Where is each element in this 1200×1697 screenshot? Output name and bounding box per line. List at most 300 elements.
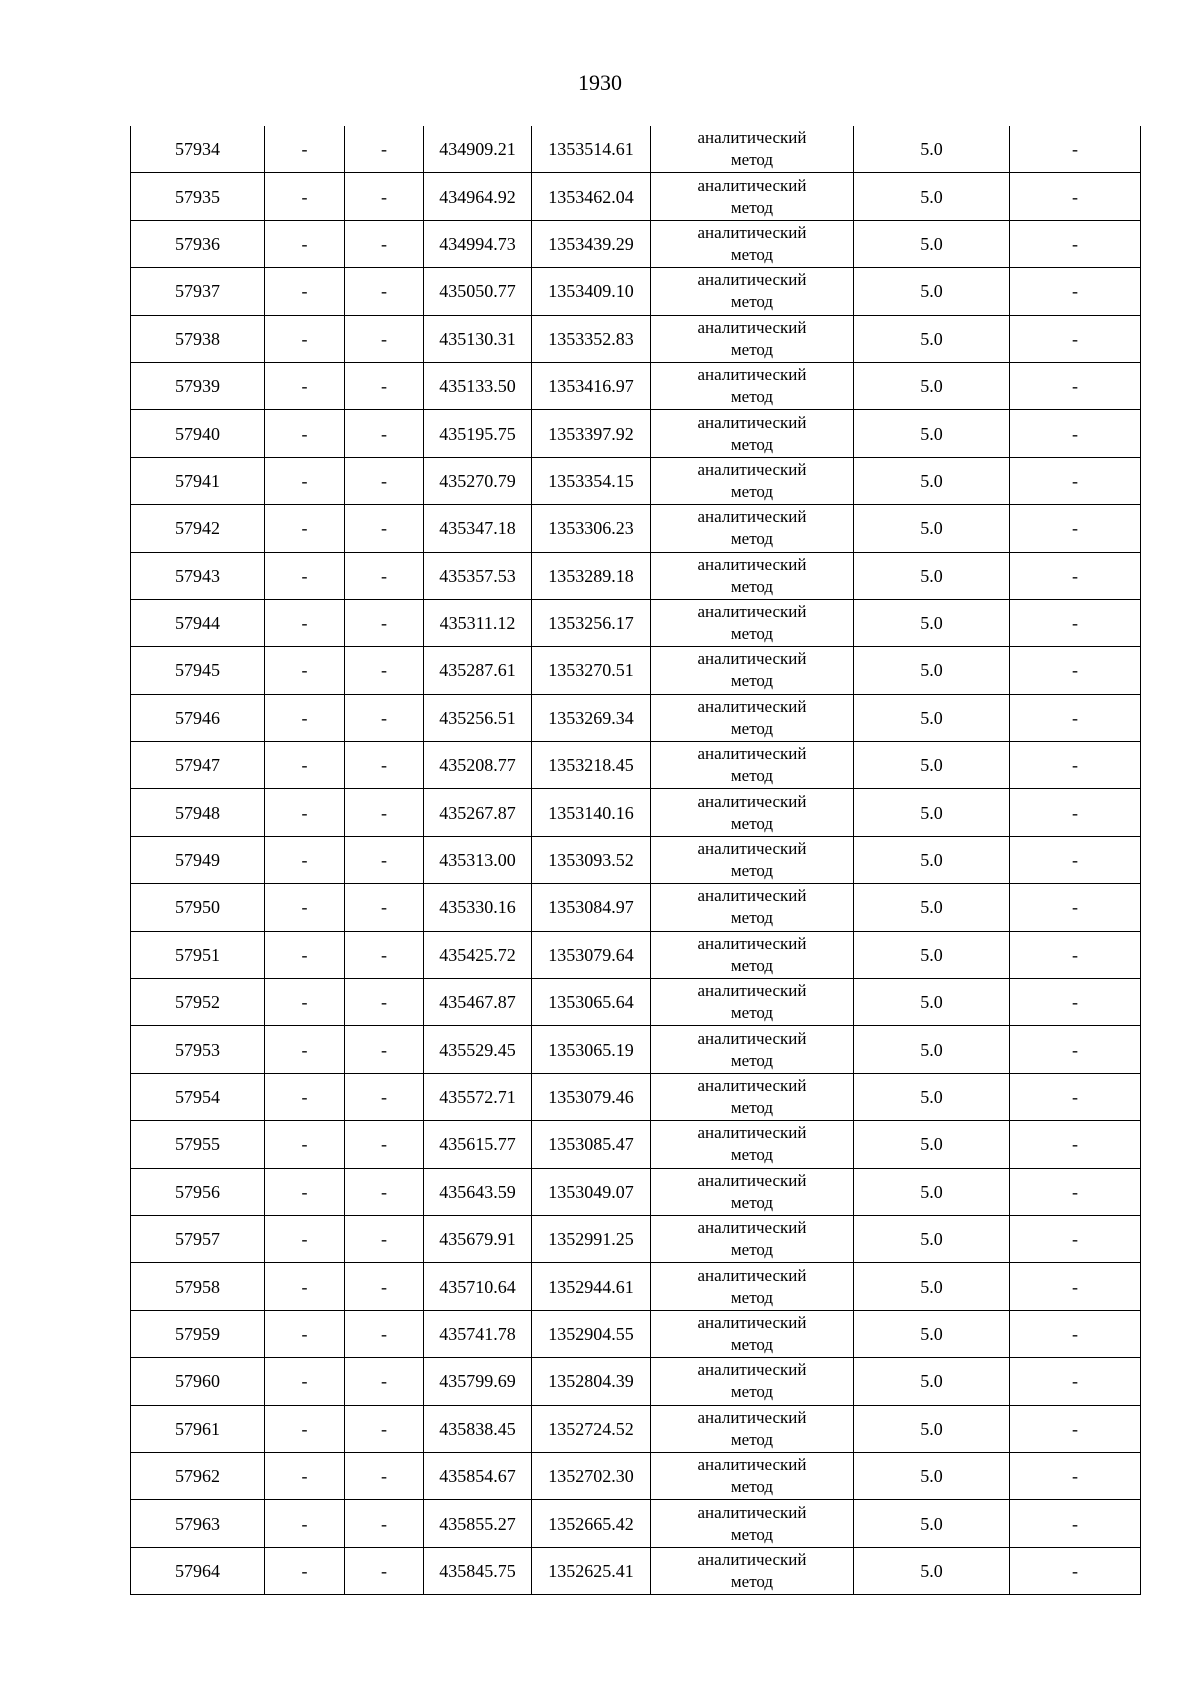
- empty-value-cell: -: [1010, 362, 1141, 409]
- point-number-cell: 57948: [131, 789, 265, 836]
- x-coordinate-cell: 435347.18: [424, 505, 532, 552]
- y-coordinate-cell: 1353093.52: [532, 836, 651, 883]
- method-line-2: метод: [730, 576, 774, 596]
- method-line-2: метод: [730, 1524, 774, 1544]
- method-line-2: метод: [730, 1192, 774, 1212]
- method-line-2: метод: [730, 1287, 774, 1307]
- y-coordinate-cell: 1352904.55: [532, 1310, 651, 1357]
- table-row: [131, 1121, 1141, 1168]
- empty-value-cell: -: [1010, 1547, 1141, 1594]
- method-line-2: метод: [730, 624, 774, 644]
- empty-value-cell: -: [265, 362, 345, 409]
- y-coordinate-cell: 1353409.10: [532, 268, 651, 315]
- y-coordinate-cell: 1353306.23: [532, 505, 651, 552]
- accuracy-cell: 5.0: [854, 552, 1010, 599]
- empty-value-cell: -: [1010, 1121, 1141, 1168]
- accuracy-cell: 5.0: [854, 1215, 1010, 1262]
- empty-value-cell: -: [345, 694, 424, 741]
- empty-value-cell: -: [345, 647, 424, 694]
- empty-value-cell: -: [345, 315, 424, 362]
- method-line-1: аналитический: [697, 175, 807, 195]
- x-coordinate-cell: 435050.77: [424, 268, 532, 315]
- method-cell: [651, 173, 854, 220]
- table-row: [131, 1263, 1141, 1310]
- method-line-2: метод: [730, 150, 774, 170]
- empty-value-cell: -: [345, 1121, 424, 1168]
- y-coordinate-cell: 1352665.42: [532, 1500, 651, 1547]
- empty-value-cell: -: [1010, 1500, 1141, 1547]
- method-cell: [651, 979, 854, 1026]
- table-row: [131, 599, 1141, 646]
- method-line-2: метод: [730, 1571, 774, 1591]
- empty-value-cell: -: [265, 1310, 345, 1357]
- empty-value-cell: -: [1010, 694, 1141, 741]
- empty-value-cell: -: [345, 1452, 424, 1499]
- method-cell: [651, 836, 854, 883]
- point-number-cell: 57956: [131, 1168, 265, 1215]
- empty-value-cell: -: [1010, 1263, 1141, 1310]
- empty-value-cell: -: [265, 126, 345, 173]
- method-line-1: аналитический: [697, 1028, 807, 1048]
- method-line-1: аналитический: [697, 1455, 807, 1475]
- method-line-2: метод: [730, 1334, 774, 1354]
- x-coordinate-cell: 435710.64: [424, 1263, 532, 1310]
- y-coordinate-cell: 1353218.45: [532, 742, 651, 789]
- y-coordinate-cell: 1353079.46: [532, 1073, 651, 1120]
- empty-value-cell: -: [1010, 1215, 1141, 1262]
- empty-value-cell: -: [345, 836, 424, 883]
- point-number-cell: 57959: [131, 1310, 265, 1357]
- method-line-1: аналитический: [697, 791, 807, 811]
- table-row: [131, 505, 1141, 552]
- table-row: [131, 410, 1141, 457]
- method-line-1: аналитический: [697, 649, 807, 669]
- y-coordinate-cell: 1352991.25: [532, 1215, 651, 1262]
- empty-value-cell: -: [1010, 1452, 1141, 1499]
- point-number-cell: 57958: [131, 1263, 265, 1310]
- method-line-1: аналитический: [697, 839, 807, 859]
- method-line-2: метод: [730, 529, 774, 549]
- point-number-cell: 57954: [131, 1073, 265, 1120]
- empty-value-cell: -: [1010, 268, 1141, 315]
- accuracy-cell: 5.0: [854, 694, 1010, 741]
- method-line-2: метод: [730, 861, 774, 881]
- empty-value-cell: -: [1010, 742, 1141, 789]
- method-cell: [651, 647, 854, 694]
- table-body: [131, 126, 1141, 1595]
- x-coordinate-cell: 435130.31: [424, 315, 532, 362]
- empty-value-cell: -: [345, 1500, 424, 1547]
- method-cell: [651, 789, 854, 836]
- empty-value-cell: -: [345, 742, 424, 789]
- table-row: [131, 126, 1141, 173]
- method-line-1: аналитический: [697, 317, 807, 337]
- y-coordinate-cell: 1352944.61: [532, 1263, 651, 1310]
- point-number-cell: 57940: [131, 410, 265, 457]
- empty-value-cell: -: [345, 362, 424, 409]
- point-number-cell: 57942: [131, 505, 265, 552]
- accuracy-cell: 5.0: [854, 268, 1010, 315]
- empty-value-cell: -: [265, 1358, 345, 1405]
- point-number-cell: 57946: [131, 694, 265, 741]
- x-coordinate-cell: 435357.53: [424, 552, 532, 599]
- y-coordinate-cell: 1353256.17: [532, 599, 651, 646]
- method-line-1: аналитический: [697, 412, 807, 432]
- point-number-cell: 57950: [131, 884, 265, 931]
- accuracy-cell: 5.0: [854, 410, 1010, 457]
- method-cell: [651, 742, 854, 789]
- method-cell: [651, 1405, 854, 1452]
- y-coordinate-cell: 1353085.47: [532, 1121, 651, 1168]
- x-coordinate-cell: 435799.69: [424, 1358, 532, 1405]
- empty-value-cell: -: [265, 173, 345, 220]
- accuracy-cell: 5.0: [854, 1168, 1010, 1215]
- x-coordinate-cell: 435311.12: [424, 599, 532, 646]
- method-cell: [651, 1026, 854, 1073]
- x-coordinate-cell: 434964.92: [424, 173, 532, 220]
- method-cell: [651, 694, 854, 741]
- point-number-cell: 57957: [131, 1215, 265, 1262]
- x-coordinate-cell: 435208.77: [424, 742, 532, 789]
- method-line-1: аналитический: [697, 459, 807, 479]
- table-row: [131, 315, 1141, 362]
- x-coordinate-cell: 435313.00: [424, 836, 532, 883]
- empty-value-cell: -: [345, 220, 424, 267]
- accuracy-cell: 5.0: [854, 173, 1010, 220]
- accuracy-cell: 5.0: [854, 1073, 1010, 1120]
- method-line-1: аналитический: [697, 365, 807, 385]
- empty-value-cell: -: [345, 1358, 424, 1405]
- x-coordinate-cell: 435838.45: [424, 1405, 532, 1452]
- empty-value-cell: -: [265, 599, 345, 646]
- method-line-2: метод: [730, 813, 774, 833]
- y-coordinate-cell: 1353140.16: [532, 789, 651, 836]
- empty-value-cell: -: [345, 173, 424, 220]
- method-cell: [651, 1500, 854, 1547]
- empty-value-cell: -: [345, 505, 424, 552]
- y-coordinate-cell: 1353269.34: [532, 694, 651, 741]
- y-coordinate-cell: 1353065.19: [532, 1026, 651, 1073]
- empty-value-cell: -: [1010, 1168, 1141, 1215]
- point-number-cell: 57964: [131, 1547, 265, 1594]
- table-row: [131, 647, 1141, 694]
- empty-value-cell: -: [345, 552, 424, 599]
- empty-value-cell: -: [1010, 505, 1141, 552]
- empty-value-cell: -: [265, 1547, 345, 1594]
- accuracy-cell: 5.0: [854, 1121, 1010, 1168]
- method-line-2: метод: [730, 766, 774, 786]
- table-row: [131, 884, 1141, 931]
- method-line-1: аналитический: [697, 1076, 807, 1095]
- point-number-cell: 57952: [131, 979, 265, 1026]
- empty-value-cell: -: [265, 410, 345, 457]
- x-coordinate-cell: 435270.79: [424, 457, 532, 504]
- coordinates-table: [130, 126, 1141, 1595]
- method-cell: [651, 884, 854, 931]
- table-row: [131, 742, 1141, 789]
- x-coordinate-cell: 435572.71: [424, 1073, 532, 1120]
- table-row: [131, 1358, 1141, 1405]
- point-number-cell: 57949: [131, 836, 265, 883]
- table-row: [131, 694, 1141, 741]
- y-coordinate-cell: 1353354.15: [532, 457, 651, 504]
- table-row: [131, 1452, 1141, 1499]
- accuracy-cell: 5.0: [854, 1452, 1010, 1499]
- point-number-cell: 57955: [131, 1121, 265, 1168]
- empty-value-cell: -: [265, 742, 345, 789]
- table-row: [131, 552, 1141, 599]
- method-line-1: аналитический: [697, 981, 807, 1001]
- x-coordinate-cell: 435256.51: [424, 694, 532, 741]
- table-row: [131, 1215, 1141, 1262]
- point-number-cell: 57951: [131, 931, 265, 978]
- method-line-1: аналитический: [697, 933, 807, 953]
- y-coordinate-cell: 1352804.39: [532, 1358, 651, 1405]
- empty-value-cell: -: [265, 505, 345, 552]
- method-cell: [651, 268, 854, 315]
- method-cell: [651, 315, 854, 362]
- accuracy-cell: 5.0: [854, 1310, 1010, 1357]
- x-coordinate-cell: 435854.67: [424, 1452, 532, 1499]
- x-coordinate-cell: 435330.16: [424, 884, 532, 931]
- point-number-cell: 57945: [131, 647, 265, 694]
- empty-value-cell: -: [1010, 1405, 1141, 1452]
- empty-value-cell: -: [265, 979, 345, 1026]
- empty-value-cell: -: [265, 1405, 345, 1452]
- x-coordinate-cell: 434909.21: [424, 126, 532, 173]
- method-cell: [651, 1215, 854, 1262]
- accuracy-cell: 5.0: [854, 647, 1010, 694]
- method-cell: [651, 410, 854, 457]
- method-line-2: метод: [730, 1477, 774, 1497]
- method-line-2: метод: [730, 387, 774, 407]
- y-coordinate-cell: 1352702.30: [532, 1452, 651, 1499]
- y-coordinate-cell: 1353065.64: [532, 979, 651, 1026]
- y-coordinate-cell: 1352625.41: [532, 1547, 651, 1594]
- y-coordinate-cell: 1353079.64: [532, 931, 651, 978]
- accuracy-cell: 5.0: [854, 884, 1010, 931]
- accuracy-cell: 5.0: [854, 789, 1010, 836]
- method-line-2: метод: [730, 908, 774, 928]
- empty-value-cell: -: [345, 979, 424, 1026]
- empty-value-cell: -: [265, 647, 345, 694]
- empty-value-cell: -: [265, 884, 345, 931]
- empty-value-cell: -: [345, 1263, 424, 1310]
- y-coordinate-cell: 1353289.18: [532, 552, 651, 599]
- accuracy-cell: 5.0: [854, 1358, 1010, 1405]
- method-cell: [651, 362, 854, 409]
- accuracy-cell: 5.0: [854, 742, 1010, 789]
- empty-value-cell: -: [265, 1263, 345, 1310]
- empty-value-cell: -: [265, 268, 345, 315]
- x-coordinate-cell: 435679.91: [424, 1215, 532, 1262]
- method-line-2: метод: [730, 1050, 774, 1070]
- accuracy-cell: 5.0: [854, 1500, 1010, 1547]
- method-cell: [651, 505, 854, 552]
- method-line-2: метод: [730, 1429, 774, 1449]
- y-coordinate-cell: 1353270.51: [532, 647, 651, 694]
- empty-value-cell: -: [1010, 979, 1141, 1026]
- table-row: [131, 1547, 1141, 1594]
- empty-value-cell: -: [1010, 220, 1141, 267]
- empty-value-cell: -: [265, 789, 345, 836]
- method-line-1: аналитический: [697, 222, 807, 242]
- empty-value-cell: -: [1010, 931, 1141, 978]
- empty-value-cell: -: [1010, 599, 1141, 646]
- table-row: [131, 268, 1141, 315]
- x-coordinate-cell: 435267.87: [424, 789, 532, 836]
- accuracy-cell: 5.0: [854, 1547, 1010, 1594]
- method-cell: [651, 1547, 854, 1594]
- x-coordinate-cell: 435287.61: [424, 647, 532, 694]
- table-row: [131, 457, 1141, 504]
- y-coordinate-cell: 1352724.52: [532, 1405, 651, 1452]
- empty-value-cell: -: [1010, 410, 1141, 457]
- accuracy-cell: 5.0: [854, 1026, 1010, 1073]
- accuracy-cell: 5.0: [854, 457, 1010, 504]
- accuracy-cell: 5.0: [854, 599, 1010, 646]
- empty-value-cell: -: [1010, 173, 1141, 220]
- empty-value-cell: -: [345, 410, 424, 457]
- method-line-1: аналитический: [697, 602, 807, 622]
- empty-value-cell: -: [345, 1026, 424, 1073]
- table-row: [131, 789, 1141, 836]
- method-cell: [651, 1358, 854, 1405]
- empty-value-cell: -: [345, 1215, 424, 1262]
- point-number-cell: 57937: [131, 268, 265, 315]
- table-row: [131, 173, 1141, 220]
- empty-value-cell: -: [265, 1168, 345, 1215]
- point-number-cell: 57941: [131, 457, 265, 504]
- point-number-cell: 57947: [131, 742, 265, 789]
- method-line-1: аналитический: [697, 1265, 807, 1285]
- table-row: [131, 1168, 1141, 1215]
- y-coordinate-cell: 1353397.92: [532, 410, 651, 457]
- method-cell: [651, 552, 854, 599]
- method-line-1: аналитический: [697, 128, 807, 148]
- accuracy-cell: 5.0: [854, 362, 1010, 409]
- y-coordinate-cell: 1353084.97: [532, 884, 651, 931]
- method-cell: [651, 1121, 854, 1168]
- empty-value-cell: -: [1010, 1073, 1141, 1120]
- point-number-cell: 57960: [131, 1358, 265, 1405]
- y-coordinate-cell: 1353049.07: [532, 1168, 651, 1215]
- point-number-cell: 57943: [131, 552, 265, 599]
- method-line-1: аналитический: [697, 744, 807, 764]
- point-number-cell: 57962: [131, 1452, 265, 1499]
- method-line-1: аналитический: [697, 886, 807, 906]
- empty-value-cell: -: [345, 789, 424, 836]
- empty-value-cell: -: [265, 1073, 345, 1120]
- x-coordinate-cell: 435845.75: [424, 1547, 532, 1594]
- empty-value-cell: -: [265, 1026, 345, 1073]
- empty-value-cell: -: [265, 220, 345, 267]
- empty-value-cell: -: [345, 931, 424, 978]
- y-coordinate-cell: 1353462.04: [532, 173, 651, 220]
- method-cell: [651, 931, 854, 978]
- empty-value-cell: -: [265, 552, 345, 599]
- empty-value-cell: -: [265, 457, 345, 504]
- empty-value-cell: -: [265, 694, 345, 741]
- x-coordinate-cell: 435643.59: [424, 1168, 532, 1215]
- empty-value-cell: -: [345, 1547, 424, 1594]
- method-line-1: аналитический: [697, 1502, 807, 1522]
- y-coordinate-cell: 1353416.97: [532, 362, 651, 409]
- empty-value-cell: -: [265, 931, 345, 978]
- empty-value-cell: -: [1010, 836, 1141, 883]
- empty-value-cell: -: [1010, 315, 1141, 362]
- x-coordinate-cell: 435425.72: [424, 931, 532, 978]
- empty-value-cell: -: [265, 315, 345, 362]
- accuracy-cell: 5.0: [854, 836, 1010, 883]
- empty-value-cell: -: [1010, 1310, 1141, 1357]
- point-number-cell: 57961: [131, 1405, 265, 1452]
- empty-value-cell: -: [345, 1073, 424, 1120]
- empty-value-cell: -: [1010, 647, 1141, 694]
- method-line-2: метод: [730, 1382, 774, 1402]
- method-line-2: метод: [730, 244, 774, 264]
- method-line-1: аналитический: [697, 1407, 807, 1427]
- method-line-2: метод: [730, 1240, 774, 1260]
- x-coordinate-cell: 435195.75: [424, 410, 532, 457]
- empty-value-cell: -: [1010, 789, 1141, 836]
- empty-value-cell: -: [265, 1215, 345, 1262]
- method-line-1: аналитический: [697, 1549, 807, 1569]
- y-coordinate-cell: 1353439.29: [532, 220, 651, 267]
- method-line-2: метод: [730, 339, 774, 359]
- empty-value-cell: -: [345, 599, 424, 646]
- empty-value-cell: -: [345, 457, 424, 504]
- x-coordinate-cell: 435615.77: [424, 1121, 532, 1168]
- y-coordinate-cell: 1353514.61: [532, 126, 651, 173]
- method-line-1: аналитический: [697, 1312, 807, 1332]
- empty-value-cell: -: [1010, 884, 1141, 931]
- empty-value-cell: -: [1010, 457, 1141, 504]
- x-coordinate-cell: 435133.50: [424, 362, 532, 409]
- method-line-2: метод: [730, 671, 774, 691]
- point-number-cell: 57935: [131, 173, 265, 220]
- empty-value-cell: -: [345, 268, 424, 315]
- table-row: [131, 1405, 1141, 1452]
- empty-value-cell: -: [345, 1168, 424, 1215]
- method-line-2: метод: [730, 1145, 774, 1165]
- table-row: [131, 931, 1141, 978]
- accuracy-cell: 5.0: [854, 220, 1010, 267]
- point-number-cell: 57934: [131, 126, 265, 173]
- empty-value-cell: -: [345, 1405, 424, 1452]
- method-line-2: метод: [730, 718, 774, 738]
- method-cell: [651, 220, 854, 267]
- table-row: [131, 836, 1141, 883]
- method-line-2: метод: [730, 292, 774, 312]
- table-row: [131, 1073, 1141, 1120]
- table-row: [131, 1026, 1141, 1073]
- method-cell: [651, 599, 854, 646]
- accuracy-cell: 5.0: [854, 505, 1010, 552]
- empty-value-cell: -: [265, 1500, 345, 1547]
- point-number-cell: 57938: [131, 315, 265, 362]
- empty-value-cell: -: [265, 1121, 345, 1168]
- method-line-2: метод: [730, 1003, 774, 1023]
- method-cell: [651, 1310, 854, 1357]
- empty-value-cell: -: [265, 836, 345, 883]
- table-row: [131, 362, 1141, 409]
- accuracy-cell: 5.0: [854, 126, 1010, 173]
- table-row: [131, 220, 1141, 267]
- empty-value-cell: -: [345, 1310, 424, 1357]
- method-line-1: аналитический: [697, 696, 807, 716]
- page-number: 1930: [578, 70, 622, 95]
